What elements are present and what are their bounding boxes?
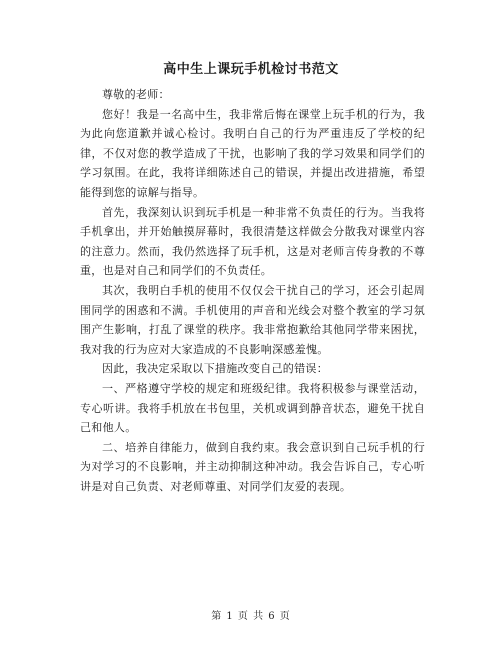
paragraph-greeting: 您好！我是一名高中生，我非常后悔在课堂上玩手机的行为，我为此向您道歉并诚心检讨。我明白自己的行为严重违反了学校的纪律，不仅对您的教学造成了干扰，也影响了我的学习效果和同学们的学习氛围。在此，我将详细陈述自己的错误，并提出改进措施，希望能得到您的谅解与指导。 [80, 107, 425, 199]
salutation: 尊敬的老师： [102, 88, 170, 101]
page-footer: 第 1 页 共 6 页 [211, 611, 291, 622]
paragraph-measure-one: 一、严格遵守学校的规定和班级纪律。我将积极参与课堂活动，专心听讲。我将手机放在书包里，关机或调到静音状态，避免干扰自己和他人。 [80, 381, 425, 435]
paragraph-measures-intro: 因此，我决定采取以下措施改变自己的错误： [102, 362, 328, 376]
document-body [80, 85, 425, 496]
document-title: 高中生上课玩手机检讨书范文 [163, 62, 339, 77]
paragraph-first: 首先，我深刻认识到玩手机是一种非常不负责任的行为。当我将手机拿出，并开始触摸屏幕时，我很清楚这样做会分散我对课堂内容的注意力。然而，我仍然选择了玩手机，这是对老师言传身教的不尊重，也是对自己和同学们的不负责任。 [80, 205, 425, 278]
paragraph-measure-two: 二、培养自律能力，做到自我约束。我会意识到自己玩手机的行为对学习的不良影响，并主动抑制这种冲动。我会告诉自己，专心听讲是对自己负责、对老师尊重、对同学们友爱的表现。 [80, 440, 425, 493]
paragraph-second: 其次，我明白手机的使用不仅仅会干扰自己的学习，还会引起周围同学的困惑和不满。手机使用的声音和光线会对整个教室的学习氛围产生影响，打乱了课堂的秩序。我非常抱歉给其他同学带来困扰，我对我的行为应对大家造成的不良影响深感羞愧。 [80, 283, 425, 356]
